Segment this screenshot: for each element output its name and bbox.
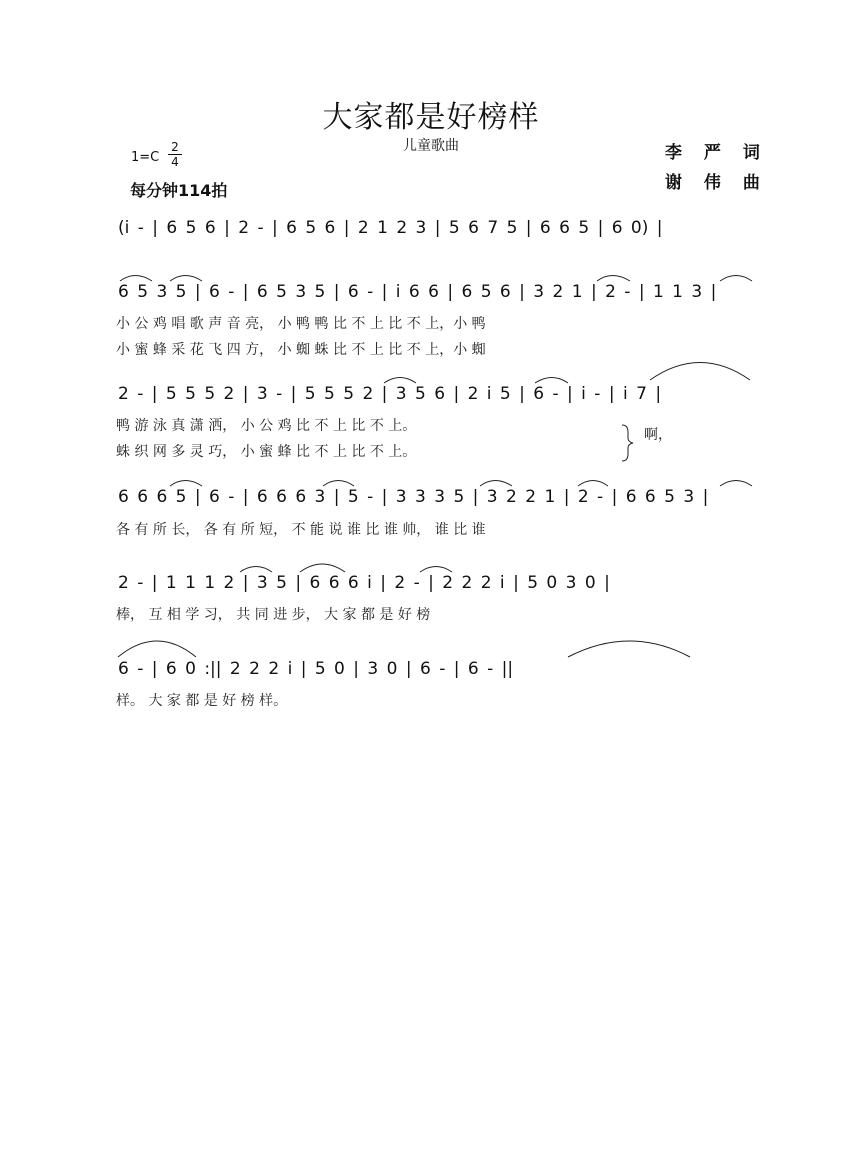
slur	[240, 567, 272, 573]
lyrics-verse-1: 样。 大 家 都 是 好 榜 样。	[116, 693, 288, 709]
notation-line: 6 5 3 5 | 6 - | 6 5 3 5 | 6 - | i 6 6 | 6 5 6 | 3 2 1 | 2 - | 1 1 3 |	[118, 282, 717, 302]
notation-line: 6 6 6 5 | 6 - | 6 6 6 3 | 5 - | 3 3 3 5 | 3 2 2 1 | 2 - | 6 6 5 3 |	[118, 487, 709, 507]
slur	[578, 481, 608, 487]
composer-credit: 谢 伟 曲	[665, 173, 768, 193]
slur	[384, 378, 416, 384]
slur	[650, 363, 750, 381]
slur	[118, 641, 196, 657]
time-signature-bottom: 4	[168, 154, 182, 169]
time-signature-top: 2	[171, 140, 179, 154]
slur	[720, 481, 752, 487]
slur	[720, 276, 752, 282]
notation-line: 2 - | 5 5 5 2 | 3 - | 5 5 5 2 | 3 5 6 | 2 i 5 | 6 - | i - | i 7 |	[118, 384, 662, 404]
lyrics-verse-2: 蛛 织 网 多 灵 巧， 小 蜜 蜂 比 不 上 比 不 上。	[116, 444, 417, 460]
slur	[120, 276, 152, 282]
lyrics-verse-1: 棒， 互 相 学 习， 共 同 进 步， 大 家 都 是 好 榜	[116, 607, 431, 623]
lyrics-verse-1: 鸭 游 泳 真 潇 洒， 小 公 鸡 比 不 上 比 不 上。	[116, 418, 417, 434]
lyricist-credit: 李 严 词	[665, 143, 768, 163]
time-signature	[168, 140, 182, 169]
slur	[300, 564, 345, 572]
slur	[597, 276, 630, 282]
slur	[535, 378, 568, 384]
notation-line: 2 - | 1 1 1 2 | 3 5 | 6 6 6 i | 2 - | 2 2 2 i | 5 0 3 0 |	[118, 573, 610, 593]
tempo-marking: 每分钟114拍	[130, 181, 228, 200]
song-title: 大家都是好榜样	[322, 100, 540, 135]
key-signature: 1=C	[131, 150, 160, 165]
slur	[568, 641, 690, 657]
brace	[622, 425, 633, 461]
slur	[170, 481, 202, 487]
notation-line: (i - | 6 5 6 | 2 - | 6 5 6 | 2 1 2 3 | 5 6 7 5 | 6 6 5 | 6 0) |	[118, 218, 663, 238]
slur	[420, 567, 452, 573]
lyrics-verse-1: 各 有 所 长， 各 有 所 短， 不 能 说 谁 比 谁 帅， 谁 比 谁	[116, 522, 486, 538]
lyrics-verse-1: 小 公 鸡 唱 歌 声 音 亮， 小 鸭 鸭 比 不 上 比 不 上，小 鸭	[116, 316, 486, 332]
notation-line: 6 - | 6 0 :|| 2 2 2 i | 5 0 | 3 0 | 6 - | 6 - ||	[118, 659, 514, 679]
slur	[480, 481, 512, 487]
slur	[170, 276, 202, 282]
slur	[323, 481, 354, 487]
lyrics-verse-2: 小 蜜 蜂 采 花 飞 四 方， 小 蜘 蛛 比 不 上 比 不 上，小 蜘	[116, 342, 486, 358]
side-lyric: 啊，	[644, 427, 672, 443]
song-subtitle: 儿童歌曲	[403, 138, 459, 154]
